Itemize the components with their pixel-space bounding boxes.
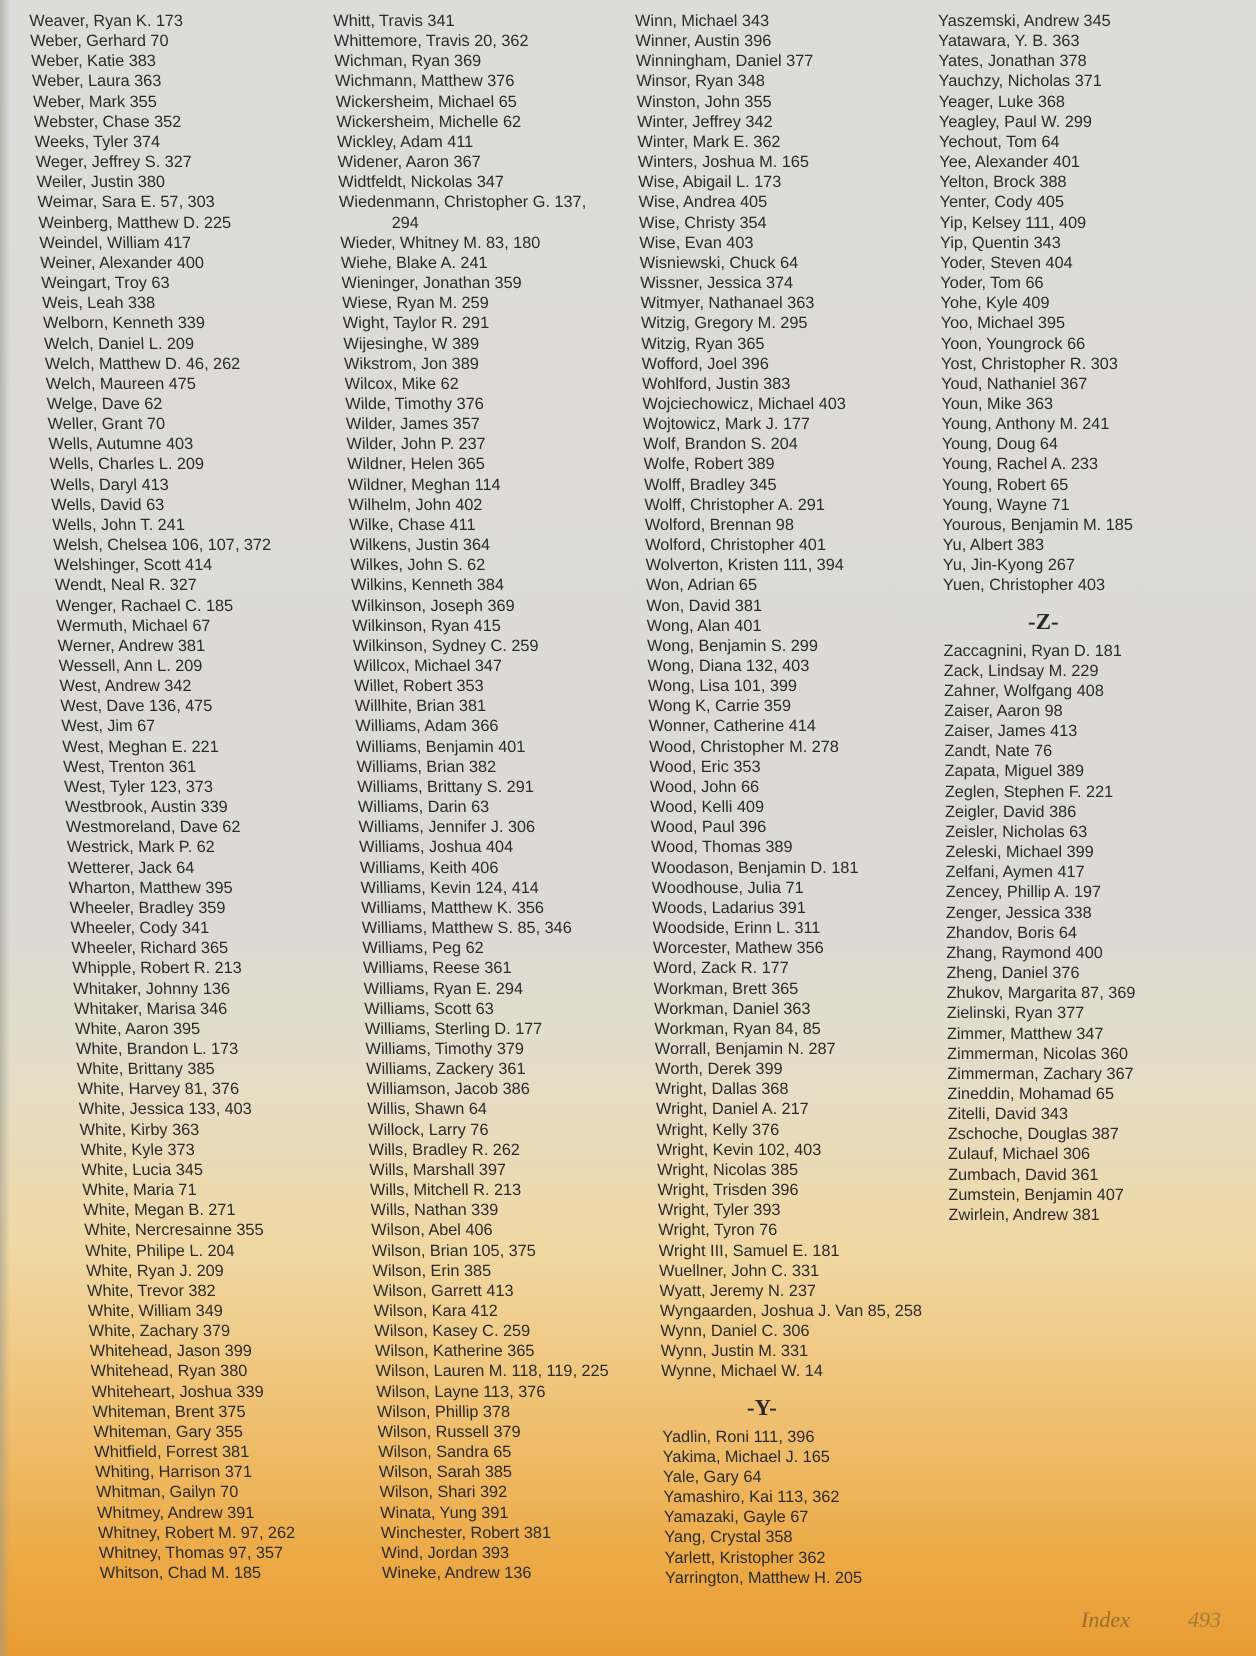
index-entry: Wolf, Brandon S. 204 <box>643 435 798 454</box>
index-entry: West, Jim 67 <box>61 717 156 736</box>
index-entry: Winner, Austin 396 <box>635 32 772 51</box>
index-entry: Wong, Lisa 101, 399 <box>647 677 798 696</box>
index-entry: Whiteman, Brent 375 <box>92 1402 246 1421</box>
index-entry: Wilson, Shari 392 <box>379 1483 508 1502</box>
index-entry: Winn, Michael 343 <box>635 12 770 30</box>
index-entry: Yoo, Michael 395 <box>940 314 1066 333</box>
index-entry: Wind, Jordan 393 <box>381 1543 510 1562</box>
index-entry: Wickersheim, Michael 65 <box>335 92 518 111</box>
index-entry: Zulauf, Michael 306 <box>947 1145 1091 1164</box>
index-entry: Westrick, Mark P. 62 <box>66 838 216 857</box>
index-entry: Wilson, Lauren M. 118, 119, 225 <box>375 1362 609 1381</box>
index-entry: Widtfeldt, Nickolas 347 <box>338 173 505 192</box>
index-entry: Wise, Christy 354 <box>638 213 767 232</box>
index-entry: Zhang, Raymond 400 <box>946 943 1103 962</box>
index-entry: Yeager, Luke 368 <box>938 92 1066 111</box>
index-entry: White, Kirby 363 <box>79 1120 200 1139</box>
index-entry: Weber, Katie 383 <box>30 52 157 71</box>
page-number: 493 <box>1188 1607 1221 1632</box>
index-entry: Zenger, Jessica 338 <box>945 903 1092 922</box>
index-entry: Williams, Matthew S. 85, 346 <box>361 919 573 938</box>
index-entry: Winter, Jeffrey 342 <box>636 112 773 131</box>
index-entry: Yarrington, Matthew H. 205 <box>664 1568 863 1587</box>
index-entry: Whiteheart, Joshua 339 <box>91 1382 265 1401</box>
index-entry: Wolff, Christopher A. 291 <box>644 495 826 514</box>
index-entry: White, Nercresainne 355 <box>83 1221 264 1240</box>
index-entry: Zimmerman, Zachary 367 <box>947 1064 1134 1083</box>
index-entry: Weber, Gerhard 70 <box>29 32 169 51</box>
index-entry: Weindel, William 417 <box>39 233 192 252</box>
index-entry: Wood, Thomas 389 <box>650 838 793 857</box>
index-entry: Whitfield, Forrest 381 <box>94 1443 250 1462</box>
index-entry: Wood, John 66 <box>649 777 760 796</box>
index-entry: White, Trevor 382 <box>86 1281 217 1300</box>
index-entry: Wills, Bradley R. 262 <box>368 1140 521 1159</box>
section-letter-heading: -Y- <box>746 1394 777 1420</box>
index-entry: Williams, Benjamin 401 <box>355 737 526 756</box>
index-entry: Workman, Ryan 84, 85 <box>654 1019 821 1038</box>
index-entry: Yauchzy, Nicholas 371 <box>938 72 1102 91</box>
index-entry: Young, Robert 65 <box>942 475 1069 494</box>
index-entry: Wichman, Ryan 369 <box>334 52 482 71</box>
index-entry: Witzig, Ryan 365 <box>641 334 765 353</box>
index-entry: Williams, Adam 366 <box>355 717 499 736</box>
index-entry: Won, David 381 <box>646 596 763 615</box>
index-entry: Wight, Taylor R. 291 <box>342 314 490 333</box>
index-entry: Wright III, Samuel E. 181 <box>658 1241 840 1260</box>
index-entry: Williams, Zackery 361 <box>365 1060 526 1079</box>
index-entry: Wood, Christopher M. 278 <box>648 737 840 756</box>
index-entry: Zandt, Nate 76 <box>944 742 1053 761</box>
index-entry: Zeisler, Nicholas 63 <box>945 822 1088 841</box>
index-entry: White, Zachary 379 <box>88 1322 231 1341</box>
index-entry: Wilson, Abel 406 <box>371 1221 493 1240</box>
index-entry: Won, Adrian 65 <box>645 576 758 595</box>
index-entry: Weiler, Justin 380 <box>36 173 166 192</box>
index-column-3 <box>635 11 965 1588</box>
index-entry: Wolff, Bradley 345 <box>643 475 777 494</box>
index-entry: Wijesinghe, W 389 <box>343 334 480 353</box>
index-entry: Zeleski, Michael 399 <box>945 843 1094 862</box>
index-entry: Williams, Ryan E. 294 <box>363 979 524 998</box>
index-entry: Yu, Albert 383 <box>942 536 1045 555</box>
index-entry: Youd, Nathaniel 367 <box>941 374 1088 393</box>
index-entry: Woods, Ladarius 391 <box>652 898 806 917</box>
index-entry: Weiner, Alexander 400 <box>40 253 205 272</box>
index-entry: Williams, Sterling D. 177 <box>364 1019 543 1038</box>
index-entry: Zaiser, James 413 <box>944 722 1078 741</box>
index-entry: White, Kyle 373 <box>80 1140 196 1159</box>
index-entry: Wright, Tyler 393 <box>657 1201 781 1220</box>
index-entry: Yoder, Steven 404 <box>940 253 1073 272</box>
book-spine-shadow <box>0 0 10 1656</box>
index-entry: Wong, Benjamin S. 299 <box>647 636 819 655</box>
index-entry: Wilkes, John S. 62 <box>350 556 486 575</box>
index-entry: Weber, Mark 355 <box>32 92 158 111</box>
index-entry: Wilkens, Justin 364 <box>349 536 491 555</box>
index-entry: Wong K, Carrie 359 <box>648 697 792 716</box>
index-entry: Yelton, Brock 388 <box>939 173 1067 192</box>
index-entry: Wendt, Neal R. 327 <box>54 576 198 595</box>
index-entry: Wills, Nathan 339 <box>370 1201 499 1220</box>
index-entry: Wilson, Phillip 378 <box>376 1402 511 1421</box>
index-entry: Worrall, Benjamin N. 287 <box>654 1039 836 1058</box>
index-entry: Wuellner, John C. 331 <box>659 1261 820 1280</box>
index-entry: Wofford, Joel 396 <box>641 354 769 373</box>
index-entry: Wilde, Timothy 376 <box>345 394 485 413</box>
index-entry: Wilson, Sarah 385 <box>378 1463 513 1482</box>
index-entry: Wilson, Kasey C. 259 <box>374 1322 531 1341</box>
index-entry: Whitman, Gailyn 70 <box>95 1483 239 1502</box>
index-entry: Williams, Timothy 379 <box>365 1039 525 1058</box>
index-entry: Wessell, Ann L. 209 <box>58 657 203 675</box>
index-entry: White, Ryan J. 209 <box>85 1261 225 1280</box>
index-entry: Weber, Laura 363 <box>31 72 162 91</box>
index-entry: Wisniewski, Chuck 64 <box>639 253 799 272</box>
index-entry: Zschoche, Douglas 387 <box>947 1125 1119 1144</box>
index-entry: Wilson, Garrett 413 <box>372 1281 514 1300</box>
index-entry: Wells, John T. 241 <box>51 515 186 534</box>
index-entry: Zumbach, David 361 <box>948 1165 1099 1184</box>
index-entry: Wills, Mitchell R. 213 <box>369 1181 522 1200</box>
index-entry: White, Jessica 133, 403 <box>78 1100 253 1119</box>
index-entry: Willcox, Michael 347 <box>353 657 503 675</box>
index-entry: Yamashiro, Kai 113, 362 <box>663 1488 840 1507</box>
index-entry: Welch, Daniel L. 209 <box>43 334 195 353</box>
index-entry: Wickley, Adam 411 <box>336 132 474 151</box>
index-entry: Westbrook, Austin 339 <box>64 798 229 817</box>
index-entry: Yip, Kelsey 111, 409 <box>939 213 1087 232</box>
section-letter-heading: -Z- <box>1027 608 1059 634</box>
index-entry: Wickersheim, Michelle 62 <box>336 112 522 131</box>
index-entry: West, Trenton 361 <box>62 757 197 776</box>
index-entry: Wills, Marshall 397 <box>369 1160 507 1179</box>
index-entry: Zimmerman, Nicolas 360 <box>947 1044 1129 1063</box>
index-entry: Wood, Eric 353 <box>649 757 761 776</box>
index-entry: Wheeler, Richard 365 <box>71 939 229 958</box>
index-entry: Wood, Paul 396 <box>650 818 767 837</box>
index-entry: White, Harvey 81, 376 <box>77 1080 240 1099</box>
index-entry: Welch, Maureen 475 <box>45 374 197 393</box>
index-entry: Winchester, Robert 381 <box>380 1523 552 1542</box>
index-entry: White, Brandon L. 173 <box>75 1039 239 1058</box>
index-entry: Yoon, Youngrock 66 <box>940 334 1086 353</box>
index-entry: Williams, Keith 406 <box>359 858 499 877</box>
index-entry: West, Andrew 342 <box>59 677 192 696</box>
index-entry: Woodason, Benjamin D. 181 <box>651 858 859 877</box>
index-entry: Yu, Jin-Kyong 267 <box>942 556 1076 575</box>
index-entry: Williams, Brian 382 <box>356 757 497 776</box>
index-entry: Williams, Jennifer J. 306 <box>358 818 536 837</box>
index-entry: Widener, Aaron 367 <box>337 153 482 172</box>
index-entry: Williams, Kevin 124, 414 <box>360 878 540 897</box>
index-entry: Willis, Shawn 64 <box>367 1100 488 1119</box>
index-entry: Worcester, Mathew 356 <box>652 939 824 958</box>
index-entry: Witmyer, Nathanael 363 <box>640 294 815 313</box>
index-entry: Wells, Charles L. 209 <box>49 455 205 474</box>
index-entry: Young, Wayne 71 <box>942 495 1070 514</box>
index-entry: Williams, Darin 63 <box>357 798 490 817</box>
index-entry: Winata, Yung 391 <box>379 1503 509 1522</box>
index-entry: Whiting, Harrison 371 <box>94 1463 253 1482</box>
index-entry: Wright, Kelly 376 <box>656 1120 780 1139</box>
index-entry: Zumstein, Benjamin 407 <box>948 1185 1124 1204</box>
index-entry: Yee, Alexander 401 <box>939 153 1081 172</box>
index-entry: West, Tyler 123, 373 <box>63 777 214 796</box>
index-entry: Wells, Daryl 413 <box>50 475 170 494</box>
index-entry: Welborn, Kenneth 339 <box>42 314 206 333</box>
index-entry: Whiteman, Gary 355 <box>93 1422 244 1441</box>
index-entry: Wildner, Helen 365 <box>346 455 486 474</box>
index-entry: Wineke, Andrew 136 <box>381 1564 532 1583</box>
index-entry: Wermuth, Michael 67 <box>56 616 211 635</box>
index-entry: Wolfe, Robert 389 <box>643 455 775 474</box>
index-entry: Weger, Jeffrey S. 327 <box>35 153 193 172</box>
index-entry: Wynne, Michael W. 14 <box>660 1362 824 1381</box>
index-entry: Wilder, James 357 <box>345 415 481 434</box>
index-entry: Young, Anthony M. 241 <box>941 415 1110 434</box>
index-entry: Wolford, Christopher 401 <box>645 536 827 555</box>
index-entry: Willet, Robert 353 <box>353 677 484 696</box>
index-entry: Wieder, Whitney M. 83, 180 <box>339 233 541 252</box>
index-entry: Wilke, Chase 411 <box>348 515 476 534</box>
index-entry: Wenger, Rachael C. 185 <box>55 596 234 615</box>
index-entry: White, Maria 71 <box>82 1181 197 1200</box>
index-entry: Zack, Lindsay M. 229 <box>943 661 1099 680</box>
index-entry: Wise, Evan 403 <box>639 233 754 252</box>
index-entry: Whitaker, Marisa 346 <box>73 999 228 1018</box>
index-column-4 <box>938 11 1249 1225</box>
index-entry: Zahner, Wolfgang 408 <box>943 681 1104 700</box>
index-entry: Wilkinson, Ryan 415 <box>352 616 502 635</box>
index-entry: Workman, Brett 365 <box>653 979 799 998</box>
index-entry: Yaszemski, Andrew 345 <box>938 12 1111 30</box>
index-entry: Zaccagnini, Ryan D. 181 <box>943 641 1122 660</box>
index-entry: Wells, Autumne 403 <box>48 435 194 454</box>
index-entry: Wilson, Russell 379 <box>377 1422 521 1441</box>
index-entry: Wyngaarden, Joshua J. Van 85, 258 <box>659 1302 923 1320</box>
index-entry: Williams, Scott 63 <box>364 999 495 1018</box>
index-entry: Wood, Kelli 409 <box>650 798 765 817</box>
index-entry: Weeks, Tyler 374 <box>34 132 161 151</box>
index-entry: Whitney, Thomas 97, 357 <box>98 1543 284 1562</box>
index-entry: Willock, Larry 76 <box>367 1120 489 1139</box>
index-entry: Wissner, Jessica 374 <box>640 274 794 293</box>
index-entry: Zelfani, Aymen 417 <box>945 863 1085 882</box>
index-entry: Welshinger, Scott 414 <box>53 556 213 575</box>
index-entry: White, Lucia 345 <box>81 1160 204 1179</box>
index-entry: Webster, Chase 352 <box>33 112 182 131</box>
index-entry: Winsor, Ryan 348 <box>636 72 766 91</box>
index-entry: Whitaker, Johnny 136 <box>72 979 231 998</box>
index-entry: Whitson, Chad M. 185 <box>99 1564 262 1583</box>
index-entry: White, Aaron 395 <box>74 1019 201 1038</box>
index-entry: Wilson, Brian 105, 375 <box>371 1241 537 1260</box>
index-entry: Yale, Gary 64 <box>662 1467 762 1486</box>
index-entry: 294 <box>391 213 420 232</box>
index-entry: Wilson, Sandra 65 <box>378 1443 512 1462</box>
index-entry: Witzig, Gregory M. 295 <box>640 314 808 333</box>
index-entry: Wright, Tyron 76 <box>658 1221 778 1240</box>
index-entry: Young, Rachel A. 233 <box>941 455 1099 474</box>
index-entry: Yechout, Tom 64 <box>939 132 1060 151</box>
index-entry: Yates, Jonathan 378 <box>938 52 1087 71</box>
index-entry: Wright, Dallas 368 <box>655 1080 789 1099</box>
index-entry: Zineddin, Mohamad 65 <box>947 1084 1115 1103</box>
index-entry: Westmoreland, Dave 62 <box>65 818 241 837</box>
index-entry: Whitehead, Ryan 380 <box>90 1362 248 1381</box>
index-entry: Werner, Andrew 381 <box>57 636 206 655</box>
index-entry: Wong, Diana 132, 403 <box>647 657 810 675</box>
index-entry: Yoder, Tom 66 <box>940 274 1044 293</box>
index-entry: Wiedenmann, Christopher G. 137, <box>338 193 587 212</box>
index-entry: Wilkinson, Joseph 369 <box>351 596 515 615</box>
index-entry: White, Philipe L. 204 <box>84 1241 236 1260</box>
index-entry: Yenter, Cody 405 <box>939 193 1065 212</box>
index-entry: Whitmey, Andrew 391 <box>96 1503 255 1522</box>
index-entry: Williams, Joshua 404 <box>359 838 514 857</box>
index-entry: Yohe, Kyle 409 <box>940 294 1050 313</box>
index-entry: Woodside, Erinn L. 311 <box>652 919 821 938</box>
index-entry: Welch, Matthew D. 46, 262 <box>44 354 241 373</box>
index-entry: Wiese, Ryan M. 259 <box>341 294 490 313</box>
index-entry: Zencey, Phillip A. 197 <box>945 883 1102 902</box>
index-entry: Zielinski, Ryan 377 <box>946 1004 1085 1023</box>
index-entry: Wilson, Katherine 365 <box>374 1342 535 1361</box>
index-entry: Word, Zack R. 177 <box>653 959 789 978</box>
index-entry: Wilkinson, Sydney C. 259 <box>352 636 539 655</box>
index-entry: Weingart, Troy 63 <box>40 274 170 293</box>
index-entry: Wilder, John P. 237 <box>346 435 486 454</box>
index-entry: Wright, Kevin 102, 403 <box>656 1140 822 1159</box>
index-entry: Zheng, Daniel 376 <box>946 964 1080 983</box>
index-entry: White, William 349 <box>87 1302 224 1320</box>
index-entry: Yip, Quentin 343 <box>939 233 1061 252</box>
index-entry: Wise, Abigail L. 173 <box>638 173 782 192</box>
index-entry: Wells, David 63 <box>51 495 165 514</box>
index-entry: Wheeler, Cody 341 <box>70 919 210 938</box>
index-entry: Whitt, Travis 341 <box>333 12 455 30</box>
index-entry: Zwirlein, Andrew 381 <box>948 1205 1100 1224</box>
index-entry: Yeagley, Paul W. 299 <box>938 112 1093 131</box>
index-entry: Wilkins, Kenneth 384 <box>350 576 505 595</box>
index-entry: Wright, Trisden 396 <box>657 1181 799 1200</box>
index-entry: Workman, Daniel 363 <box>653 999 811 1018</box>
index-entry: Willhite, Brian 381 <box>354 697 487 716</box>
index-entry: Williams, Peg 62 <box>362 939 484 958</box>
index-entry: Yang, Crystal 358 <box>664 1528 793 1547</box>
index-entry: Young, Doug 64 <box>941 435 1059 454</box>
index-entry: Wojciechowicz, Michael 403 <box>642 394 847 413</box>
index-column-2 <box>333 11 682 1583</box>
index-entry: Wilcox, Mike 62 <box>344 374 459 393</box>
index-entry: Welge, Dave 62 <box>46 394 163 413</box>
index-entry: Wikstrom, Jon 389 <box>343 354 480 373</box>
index-entry: Weller, Grant 70 <box>47 415 166 434</box>
index-entry: Wilson, Erin 385 <box>372 1261 492 1280</box>
index-entry: Wharton, Matthew 395 <box>68 878 234 897</box>
index-entry: Weimar, Sara E. 57, 303 <box>37 193 216 212</box>
index-entry: Welsh, Chelsea 106, 107, 372 <box>52 536 272 555</box>
index-entry: Wichmann, Matthew 376 <box>334 72 515 91</box>
index-entry: Woodhouse, Julia 71 <box>651 878 804 897</box>
index-entry: Wojtowicz, Mark J. 177 <box>642 415 811 434</box>
index-entry: Zeglen, Stephen F. 221 <box>944 782 1114 801</box>
index-entry: Wolford, Brennan 98 <box>644 515 795 534</box>
index-entry: Wilson, Kara 412 <box>373 1302 499 1320</box>
index-entry: Whipple, Robert R. 213 <box>72 959 243 978</box>
index-entry: Worth, Derek 399 <box>655 1060 783 1079</box>
footer-section-label: Index <box>1081 1607 1130 1632</box>
index-entry: Williams, Brittany S. 291 <box>357 777 535 796</box>
index-entry: Wonner, Catherine 414 <box>648 717 817 736</box>
index-entry: White, Brittany 385 <box>76 1060 216 1079</box>
index-entry: Zhandov, Boris 64 <box>945 923 1078 942</box>
index-entry: Yadlin, Roni 111, 396 <box>662 1427 815 1446</box>
index-entry: Wolverton, Kristen 111, 394 <box>645 556 845 575</box>
index-entry: Zhukov, Margarita 87, 369 <box>946 984 1136 1003</box>
index-entry: Williamson, Jacob 386 <box>366 1080 531 1099</box>
index-entry: Zitelli, David 343 <box>947 1105 1069 1124</box>
index-entry: Yamazaki, Gayle 67 <box>663 1508 809 1527</box>
index-entry: Winningham, Daniel 377 <box>635 52 814 71</box>
index-entry: Whitney, Robert M. 97, 262 <box>97 1523 296 1542</box>
index-entry: Zimmer, Matthew 347 <box>946 1024 1104 1043</box>
index-entry: Winters, Joshua M. 165 <box>637 153 810 172</box>
index-entry: Wieninger, Jonathan 359 <box>341 274 522 293</box>
index-entry: Zeigler, David 386 <box>944 802 1077 821</box>
index-entry: Yakima, Michael J. 165 <box>662 1447 831 1466</box>
index-entry: Williams, Reese 361 <box>362 959 512 978</box>
index-entry: Wynn, Justin M. 331 <box>660 1342 809 1361</box>
index-entry: Wiehe, Blake A. 241 <box>340 253 488 272</box>
index-entry: Wright, Nicolas 385 <box>657 1160 799 1179</box>
index-entry: Winter, Mark E. 362 <box>637 132 781 151</box>
index-entry: Yourous, Benjamin M. 185 <box>942 515 1133 534</box>
index-entry: Wheeler, Bradley 359 <box>69 898 226 917</box>
index-entry: Wildner, Meghan 114 <box>347 475 501 494</box>
index-entry: Wilson, Layne 113, 376 <box>376 1382 546 1401</box>
index-entry: Weaver, Ryan K. 173 <box>29 12 184 30</box>
index-entry: White, Megan B. 271 <box>83 1201 236 1220</box>
index-entry: Wong, Alan 401 <box>646 616 762 635</box>
index-entry: Zapata, Miguel 389 <box>944 762 1085 781</box>
index-entry: Wohlford, Justin 383 <box>641 374 791 393</box>
index-entry: Whittemore, Travis 20, 362 <box>333 32 529 51</box>
index-entry: Winston, John 355 <box>636 92 772 111</box>
index-entry: Yarlett, Kristopher 362 <box>664 1548 826 1567</box>
index-entry: Wilhelm, John 402 <box>348 495 483 514</box>
index-entry: Wise, Andrea 405 <box>638 193 768 212</box>
index-entry: Yuen, Christopher 403 <box>942 576 1106 595</box>
index-entry: Youn, Mike 363 <box>941 394 1054 413</box>
index-entry: Wright, Daniel A. 217 <box>655 1100 809 1119</box>
index-entry: Whitehead, Jason 399 <box>89 1342 253 1361</box>
index-entry: Weinberg, Matthew D. 225 <box>38 213 232 232</box>
index-entry: Wetterer, Jack 64 <box>67 858 195 877</box>
index-entry: West, Meghan E. 221 <box>61 737 220 756</box>
index-entry: Yatawara, Y. B. 363 <box>938 32 1080 51</box>
index-entry: Wynn, Daniel C. 306 <box>660 1322 810 1341</box>
index-entry: Zaiser, Aaron 98 <box>944 702 1063 720</box>
index-entry: West, Dave 136, 475 <box>60 697 213 716</box>
index-entry: Wyatt, Jeremy N. 237 <box>659 1281 817 1300</box>
index-entry: Yost, Christopher R. 303 <box>940 354 1118 373</box>
index-entry: Williams, Matthew K. 356 <box>360 898 545 917</box>
index-entry: Weis, Leah 338 <box>41 294 156 313</box>
